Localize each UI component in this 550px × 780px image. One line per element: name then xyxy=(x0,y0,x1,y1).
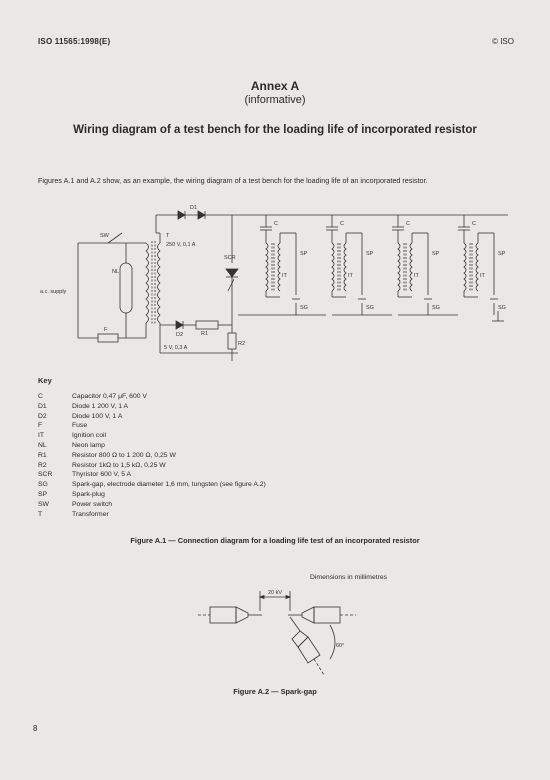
key-desc: Resistor 800 Ω to 1 200 Ω, 0,25 W xyxy=(72,451,176,459)
key-item xyxy=(38,402,468,412)
key-item xyxy=(38,441,468,451)
key-title: Key xyxy=(38,376,52,385)
key-item xyxy=(38,412,468,422)
copyright-mark: © ISO xyxy=(492,37,514,46)
figure-a2-caption: Figure A.2 — Spark-gap xyxy=(233,687,317,696)
key-code: D2 xyxy=(38,412,47,420)
key-code: NL xyxy=(38,441,47,449)
label-d2-rating: 5 V, 0,3 A xyxy=(164,345,188,351)
label-sg: SG xyxy=(498,305,506,311)
label-d1: D1 xyxy=(190,205,198,211)
key-item xyxy=(38,451,468,461)
label-sp: SP xyxy=(432,251,440,257)
key-code: T xyxy=(38,510,43,518)
key-code: F xyxy=(38,422,43,430)
key-code: R2 xyxy=(38,461,47,469)
key-item xyxy=(38,470,468,480)
figure-a1-caption: Figure A.1 — Connection diagram for a loading life test of an incorporated resistor xyxy=(130,536,420,545)
label-c: C xyxy=(340,221,344,227)
standard-number: ISO 11565:1998(E) xyxy=(38,37,111,46)
label-r2: R2 xyxy=(238,341,246,347)
label-ac-supply: a.c. supply xyxy=(40,289,67,295)
label-it: IT xyxy=(282,273,287,279)
label-sp: SP xyxy=(498,251,506,257)
key-desc: Fuse xyxy=(72,422,88,430)
key-desc: Ignition coil xyxy=(72,432,107,440)
annex-title: Annex A xyxy=(250,79,300,93)
key-code: SW xyxy=(38,500,49,508)
key-code: SCR xyxy=(38,471,53,479)
label-d2: D2 xyxy=(176,332,184,338)
key-item xyxy=(38,480,468,490)
label-sp: SP xyxy=(366,251,374,257)
label-sp: SP xyxy=(300,251,308,257)
key-desc: Spark-gap, electrode diameter 1,6 mm, tungsten (see figure A.2) xyxy=(72,481,266,489)
key-code: R1 xyxy=(38,451,47,459)
key-code: SP xyxy=(38,490,48,498)
label-f: F xyxy=(104,327,108,333)
key-desc: Power switch xyxy=(72,500,113,508)
angle-label: 60° xyxy=(336,643,345,649)
key-desc: Capacitor 0,47 μF, 600 V xyxy=(72,393,147,400)
key-item xyxy=(38,431,468,441)
label-t-rating: 250 V, 0,1 A xyxy=(166,242,196,248)
label-t: T xyxy=(166,233,170,239)
key-desc: Resistor 1kΩ to 1,5 kΩ, 0,25 W xyxy=(72,461,166,469)
label-sg: SG xyxy=(366,305,374,311)
label-c: C xyxy=(406,221,410,227)
key-item xyxy=(38,490,468,500)
label-r1: R1 xyxy=(201,331,209,337)
wiring-diagram xyxy=(38,203,518,363)
key-desc: Spark-plug xyxy=(72,490,105,498)
dimensions-note: Dimensions in millimetres xyxy=(310,574,388,581)
key-code: IT xyxy=(38,432,45,440)
label-it: IT xyxy=(480,273,485,279)
key-desc: Transformer xyxy=(72,510,109,518)
annex-heading: Wiring diagram of a test bench for the loading life of incorporated resistor xyxy=(73,124,477,136)
key-desc: Diode 100 V, 1 A xyxy=(72,412,123,420)
label-c: C xyxy=(472,221,476,227)
label-it: IT xyxy=(414,273,419,279)
label-sg: SG xyxy=(432,305,440,311)
key-desc: Diode 1 200 V, 1 A xyxy=(72,402,129,410)
annex-subtitle: (informative) xyxy=(244,94,306,106)
key-item xyxy=(38,500,468,510)
label-scr: SCR xyxy=(224,255,236,261)
label-nl: NL xyxy=(112,269,120,275)
gap-label: 20 kV xyxy=(268,590,283,596)
key-list xyxy=(38,392,468,519)
key-desc: Neon lamp xyxy=(72,441,105,449)
label-c: C xyxy=(274,221,278,227)
key-item xyxy=(38,392,468,402)
key-code: SG xyxy=(38,481,48,489)
spark-gap-drawing xyxy=(190,585,370,680)
page-number: 8 xyxy=(33,724,38,733)
key-item xyxy=(38,421,468,431)
label-sg: SG xyxy=(300,305,308,311)
label-it: IT xyxy=(348,273,353,279)
intro-paragraph: Figures A.1 and A.2 show, as an example, the wiring diagram of a test bench for the loading life of an incorporated resistor. xyxy=(38,176,428,185)
key-item xyxy=(38,461,468,471)
key-code: D1 xyxy=(38,402,47,410)
key-desc: Thyristor 600 V, 5 A xyxy=(72,471,132,479)
key-code: C xyxy=(38,393,43,400)
key-item xyxy=(38,510,468,520)
label-sw: SW xyxy=(100,233,109,239)
